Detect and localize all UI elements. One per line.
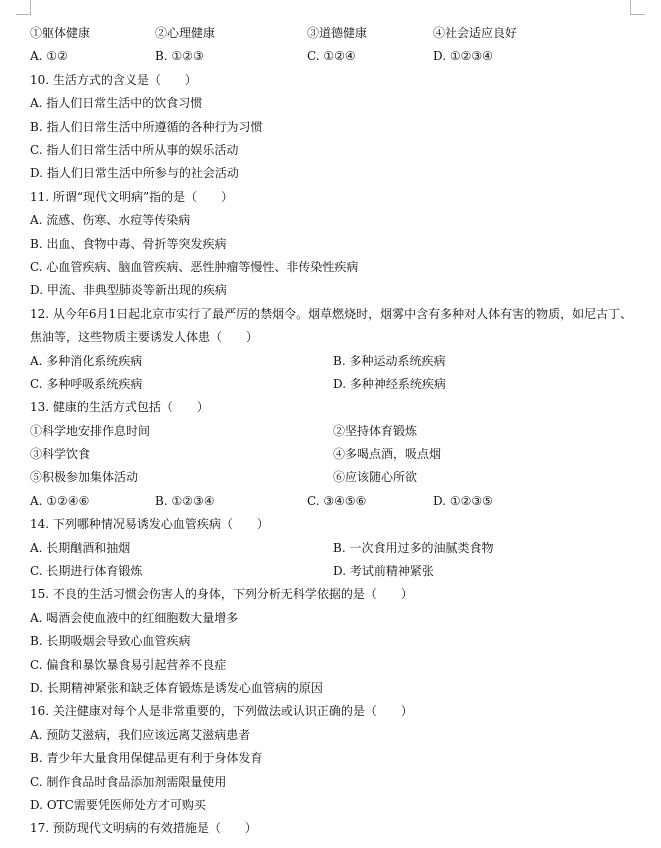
- q13-option-6: ⑥应该随心所欲: [333, 470, 418, 485]
- q14-choice-d: D. 考试前精神紧张: [333, 564, 434, 579]
- q13-choices-row: [30, 490, 636, 513]
- q13-option-1: ①科学地安排作息时间: [30, 423, 151, 438]
- q16-choice-c: C. 制作食品时食品添加剂需限量使用: [30, 774, 227, 789]
- q11-choice-d: D. 甲流、非典型肺炎等新出现的疾病: [30, 283, 227, 298]
- q13-choice-a: A. ①②④⑥: [30, 493, 90, 508]
- q9-choice-a: A. ①②: [30, 49, 68, 64]
- page-corner-mark-right: [630, 0, 645, 15]
- option-4: ④社会适应良好: [433, 26, 518, 40]
- q10-choice-a: A. 指人们日常生活中的饮食习惯: [30, 96, 203, 111]
- q13-option-4: ④多喝点酒，吸点烟: [333, 447, 442, 462]
- option-1: ①躯体健康: [30, 26, 91, 40]
- q12-choice-b: B. 多种运动系统疾病: [333, 353, 446, 368]
- q12-choice-a: A. 多种消化系统疾病: [30, 353, 143, 368]
- q15-choice-b: B. 长期吸烟会导致心血管疾病: [30, 634, 191, 649]
- q12-choice-d: D. 多种神经系统疾病: [333, 376, 446, 391]
- q16-choice-a: A. 预防艾滋病，我们应该远离艾滋病患者: [30, 727, 251, 742]
- q11-choice-b: B. 出血、食物中毒、骨折等突发疾病: [30, 236, 227, 251]
- health-options-row: [30, 22, 636, 45]
- q11-choice-c: C. 心血管疾病、脑血管疾病、恶性肿瘤等慢性、非传染性疾病: [30, 259, 359, 274]
- document-page: [30, 22, 636, 841]
- q13-choice-c: C. ③④⑤⑥: [307, 493, 367, 508]
- q13-stem: 13. 健康的生活方式包括（ ）: [30, 400, 209, 415]
- q9-choice-d: D. ①②③④: [433, 49, 493, 64]
- q14-choice-c: C. 长期进行体育锻炼: [30, 564, 143, 579]
- option-2: ②心理健康: [155, 26, 216, 40]
- q13-option-2: ②坚持体育锻炼: [333, 423, 418, 438]
- q15-choice-a: A. 喝酒会使血液中的红细胞数大量增多: [30, 610, 239, 625]
- q16-stem: 16. 关注健康对每个人是非常重要的，下列做法或认识正确的是（ ）: [30, 704, 413, 719]
- q13-choice-b: B. ①②③④: [155, 493, 215, 508]
- q10-choice-d: D. 指人们日常生活中所参与的社会活动: [30, 166, 239, 181]
- q12-stem: 12. 从今年6月1日起北京市实行了最严厉的禁烟令。烟草燃烧时，烟雾中含有多种对人体有害的物质，如尼古丁、焦油等，这些物质主要诱发人体患（ ）: [30, 306, 633, 345]
- q10-stem: 10. 生活方式的含义是（ ）: [30, 72, 197, 87]
- q13-options-row-1: [30, 420, 636, 443]
- q15-choice-d: D. 长期精神紧张和缺乏体育锻炼是诱发心血管病的原因: [30, 680, 323, 695]
- q12-choice-c: C. 多种呼吸系统疾病: [30, 376, 143, 391]
- q11-stem: 11. 所谓“现代文明病”指的是（ ）: [30, 189, 234, 204]
- page-corner-mark-left: [16, 0, 31, 15]
- q17-stem: 17. 预防现代文明病的有效措施是（ ）: [30, 821, 257, 836]
- q16-choice-b: B. 青少年大量食用保健品更有利于身体发育: [30, 751, 263, 766]
- q14-choices-row-2: [30, 560, 636, 583]
- q10-choice-b: B. 指人们日常生活中所遵循的各种行为习惯: [30, 119, 263, 134]
- q14-choices-row-1: [30, 537, 636, 560]
- q9-choice-b: B. ①②③: [155, 49, 204, 64]
- q9-choice-c: C. ①②④: [307, 49, 356, 64]
- q14-choice-b: B. 一次食用过多的油腻类食物: [333, 540, 494, 555]
- q13-choice-d: D. ①②③⑤: [433, 493, 493, 508]
- q13-option-3: ③科学饮食: [30, 447, 91, 462]
- q12-choices-row-2: [30, 373, 636, 396]
- q13-options-row-2: [30, 443, 636, 466]
- q9-choices-row: [30, 45, 636, 68]
- q15-choice-c: C. 偏食和暴饮暴食易引起营养不良症: [30, 657, 227, 672]
- q13-option-5: ⑤积极参加集体活动: [30, 470, 139, 485]
- option-3: ③道德健康: [307, 26, 368, 40]
- q14-choice-a: A. 长期酗酒和抽烟: [30, 540, 131, 555]
- q15-stem: 15. 不良的生活习惯会伤害人的身体，下列分析无科学依据的是（ ）: [30, 587, 413, 602]
- q10-choice-c: C. 指人们日常生活中所从事的娱乐活动: [30, 142, 239, 157]
- q12-choices-row-1: [30, 350, 636, 373]
- q11-choice-a: A. 流感、伤寒、水痘等传染病: [30, 213, 191, 228]
- q14-stem: 14. 下列哪种情况易诱发心血管疾病（ ）: [30, 517, 269, 532]
- q13-options-row-3: [30, 466, 636, 489]
- q16-choice-d: D. OTC需要凭医师处方才可购买: [30, 797, 206, 812]
